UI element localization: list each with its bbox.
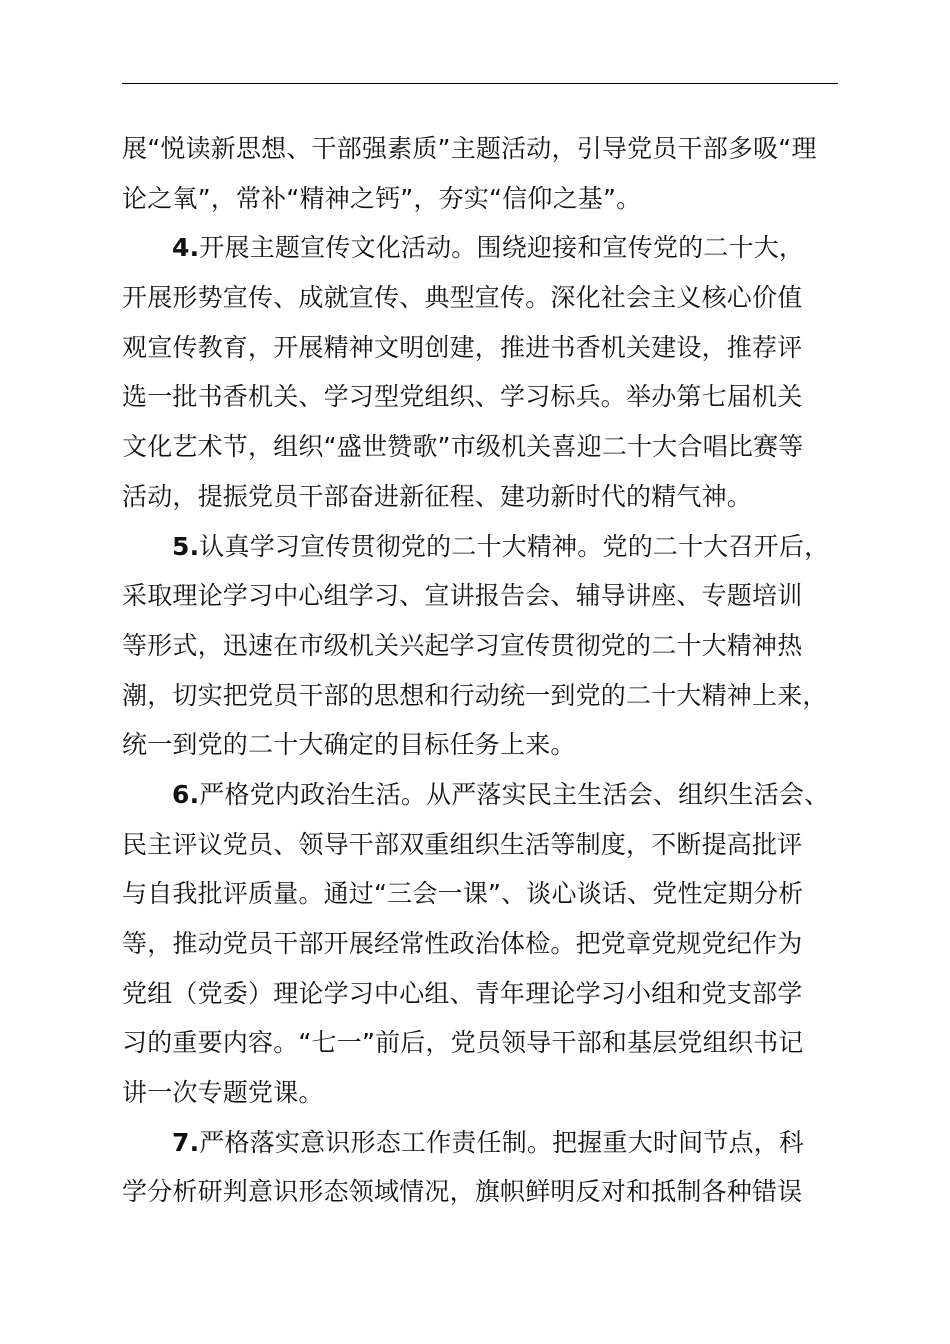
line-text: 开展形势宣传、成就宣传、典型宣传。深化社会主义核心价值 [122, 283, 803, 313]
line-text: 民主评议党员、领导干部双重组织生活等制度，不断提高批评 [122, 829, 803, 859]
document-body [122, 124, 862, 1217]
paragraph-heading-line [122, 223, 862, 273]
text-line [122, 1018, 862, 1068]
line-text: 统一到党的二十大确定的目标任务上来。 [122, 730, 576, 760]
text-line [122, 174, 862, 224]
line-text: 潮，切实把党员干部的思想和行动统一到党的二十大精神上来， [122, 680, 828, 710]
line-text: 严格党内政治生活。从严落实民主生活会、组织生活会、 [199, 779, 830, 809]
line-text: 等，推动党员干部开展经常性政治体检。把党章党规党纪作为 [122, 929, 803, 958]
text-line [122, 422, 862, 472]
paragraph-heading-line [122, 522, 862, 572]
line-text: 活动，提振党员干部奋进新征程、建功新时代的精气神。 [122, 481, 753, 511]
line-text: 党组（党委）理论学习中心组、青年理论学习小组和党支部学 [122, 978, 803, 1008]
text-line [122, 1068, 862, 1118]
paragraph-heading-line [122, 770, 862, 820]
text-line [122, 969, 862, 1019]
line-text: 展“悦读新思想、干部强素质”主题活动，引导党员干部多吸“理 [122, 134, 817, 163]
line-text: 选一批书香机关、学习型党组织、学习标兵。举办第七届机关 [122, 382, 803, 412]
line-text: 论之氧”，常补“精神之钙”，夯实“信仰之基”。 [122, 183, 642, 213]
text-line [122, 571, 862, 621]
text-line [122, 472, 862, 522]
line-text: 等形式，迅速在市级机关兴起学习宣传贯彻党的二十大精神热 [122, 630, 803, 660]
line-text: 采取理论学习中心组学习、宣讲报告会、辅导讲座、专题培训 [122, 581, 803, 611]
line-text: 与自我批评质量。通过“三会一课”、谈心谈话、党性定期分析 [122, 879, 804, 909]
line-text: 习的重要内容。“七一”前后，党员领导干部和基层党组织书记 [122, 1028, 804, 1058]
text-line [122, 671, 862, 721]
item-number: 7. [172, 1127, 200, 1157]
line-text: 认真学习宣传贯彻党的二十大精神。党的二十大召开后， [199, 531, 830, 561]
text-line [122, 919, 862, 969]
item-number: 6. [172, 779, 200, 809]
text-line [122, 869, 862, 919]
line-text: 观宣传教育，开展精神文明创建，推进书香机关建设，推荐评 [122, 332, 803, 362]
header-divider [122, 83, 838, 84]
text-line [122, 621, 862, 671]
item-number: 4. [172, 233, 200, 263]
text-line [122, 124, 862, 174]
line-text: 讲一次专题党课。 [122, 1078, 324, 1108]
text-line [122, 273, 862, 323]
text-line [122, 720, 862, 770]
text-line [122, 323, 862, 373]
line-text: 学分析研判意识形态领域情况，旗帜鲜明反对和抵制各种错误 [122, 1177, 803, 1207]
item-number: 5. [172, 531, 200, 561]
line-text: 严格落实意识形态工作责任制。把握重大时间节点，科 [199, 1127, 805, 1157]
line-text: 文化艺术节，组织“盛世赞歌”市级机关喜迎二十大合唱比赛等 [122, 432, 804, 462]
text-line [122, 820, 862, 870]
line-text: 开展主题宣传文化活动。围绕迎接和宣传党的二十大， [199, 233, 805, 263]
paragraph-heading-line [122, 1118, 862, 1168]
text-line [122, 1167, 862, 1217]
text-line [122, 372, 862, 422]
